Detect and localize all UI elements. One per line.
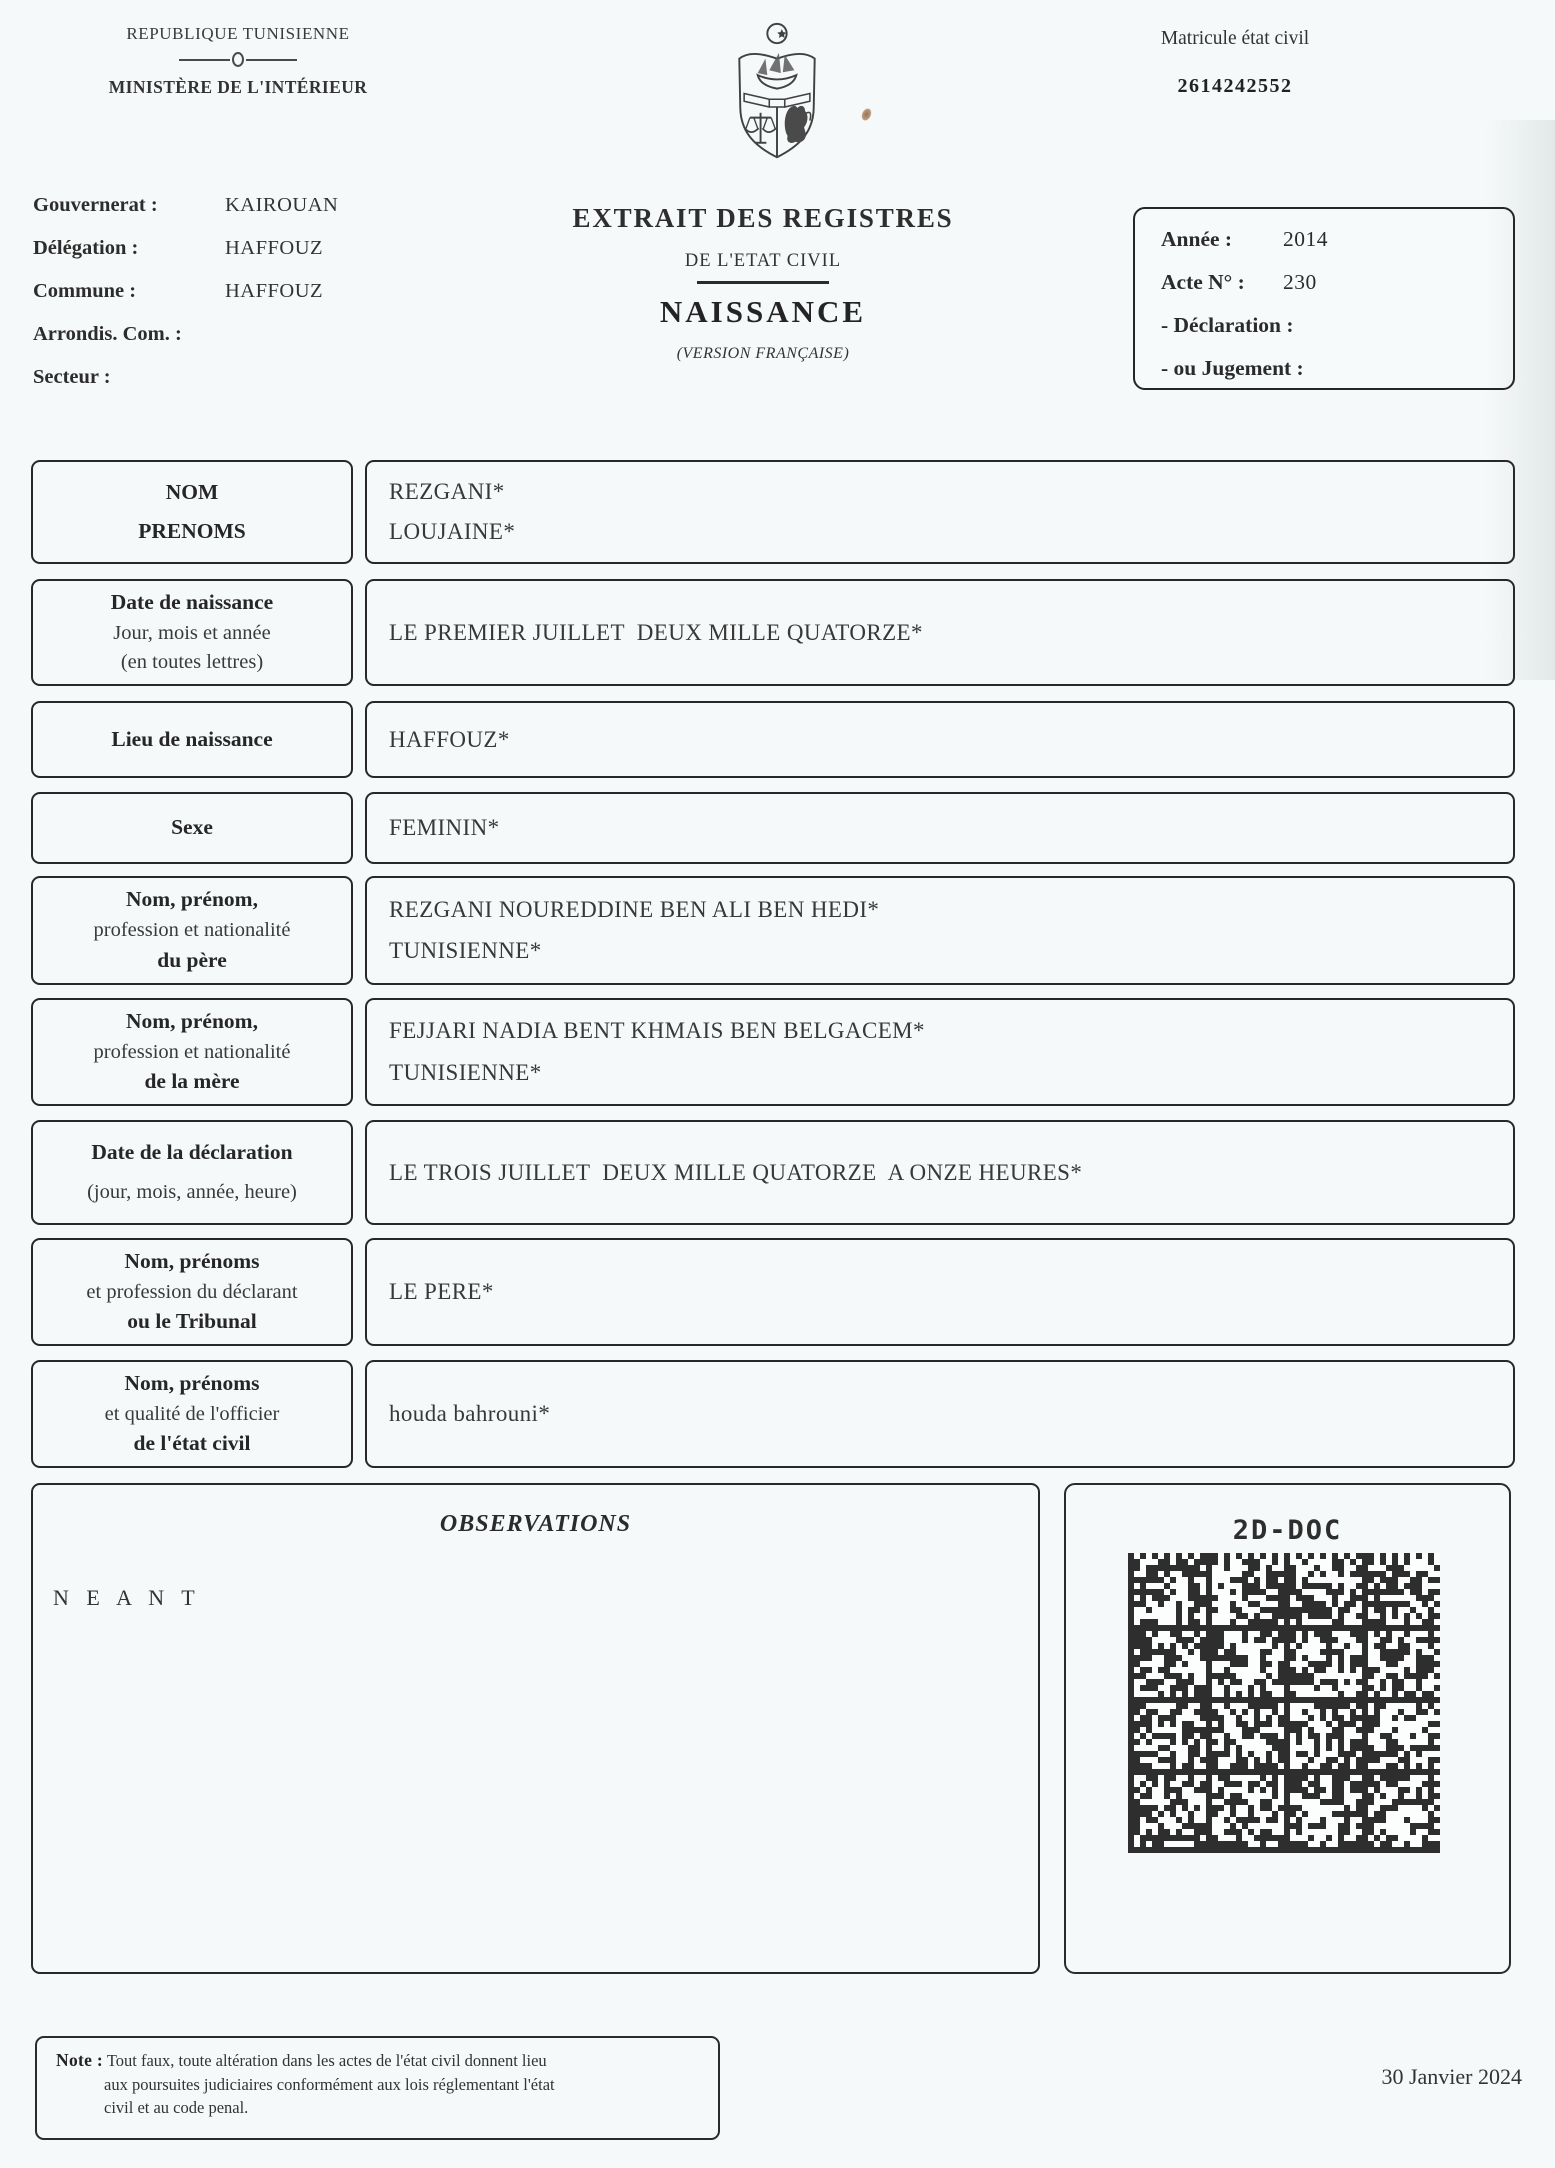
field-label: Délégation : [33, 237, 139, 259]
field-label-line: profession et nationalité [93, 919, 291, 942]
field-row-officier [31, 1360, 1515, 1468]
field-value-line: LE PERE* [389, 1279, 494, 1304]
field-value-box [365, 460, 1515, 564]
government-header [38, 24, 438, 98]
field-row-declarant [31, 1238, 1515, 1346]
barcode-box [1064, 1483, 1511, 1974]
title-extrait: EXTRAIT DES REGISTRES [572, 203, 954, 233]
field-label-line: Lieu de naissance [111, 726, 273, 751]
acte-label: Acte N° : [1161, 270, 1245, 294]
field-label-box [31, 1360, 353, 1468]
field-label-line: du père [157, 948, 227, 973]
field-label-line: Date de la déclaration [91, 1140, 293, 1165]
field-label-line: (en toutes lettres) [120, 651, 264, 674]
field-label-line: et profession du déclarant [86, 1280, 298, 1303]
field-label-line: NOM [165, 479, 219, 504]
ministry-title: MINISTÈRE DE L'INTÉRIEUR [108, 77, 368, 97]
act-jugement-line [1161, 348, 1513, 391]
republic-title: REPUBLIQUE TUNISIENNE [126, 24, 350, 43]
field-value-box [365, 792, 1515, 864]
field-label-line: Jour, mois et année [113, 621, 271, 644]
field-label-line: Sexe [171, 815, 213, 840]
field-label-line: Nom, prénom, [126, 887, 258, 912]
title-underline [697, 281, 829, 284]
field-row-mere [31, 998, 1515, 1106]
act-declaration-line [1161, 305, 1513, 348]
field-label-line: de la mère [144, 1069, 240, 1094]
barcode-label: 2D-DOC [1232, 1515, 1343, 1546]
admin-fields [33, 192, 378, 407]
field-label-line: Date de naissance [110, 590, 274, 615]
field-row-date-declaration [31, 1120, 1515, 1225]
field-value-line: HAFFOUZ* [389, 726, 510, 752]
matricule-label: Matricule état civil [1160, 28, 1310, 49]
field-value-box [365, 1238, 1515, 1346]
title-version: (VERSION FRANÇAISE) [676, 345, 850, 362]
acte-value: 230 [1283, 270, 1317, 294]
field-label-box [31, 460, 353, 564]
field-label-box [31, 1238, 353, 1346]
field-label-box [31, 998, 353, 1106]
title-naissance: NAISSANCE [659, 294, 867, 329]
field-label: Arrondis. Com. : [33, 323, 182, 345]
field-value-line: LOUJAINE* [389, 519, 516, 544]
field-label-line: Nom, prénoms [124, 1249, 260, 1274]
field-value-line: REZGANI* [389, 479, 505, 504]
field-value-line: FEJJARI NADIA BENT KHMAIS BEN BELGACEM* [389, 1018, 925, 1044]
title-etat-civil: DE L'ETAT CIVIL [684, 251, 842, 271]
admin-field-delegation [33, 235, 378, 262]
field-label-box [31, 792, 353, 864]
registry-title-block [463, 203, 1063, 363]
observations-value: N E A N T [53, 1585, 201, 1610]
field-label-line: et qualité de l'officier [104, 1402, 280, 1425]
paper-speck [860, 107, 874, 123]
field-value: HAFFOUZ [225, 237, 324, 259]
field-label-line: Nom, prénoms [124, 1371, 260, 1396]
field-label-box [31, 579, 353, 686]
field-value-line: FEMININ* [389, 815, 500, 840]
admin-field-gouvernerat [33, 192, 378, 219]
admin-field-secteur [33, 364, 378, 391]
annee-value: 2014 [1283, 227, 1328, 251]
field-value-box [365, 579, 1515, 686]
act-number-box [1133, 207, 1515, 390]
field-label-line: PRENOMS [138, 518, 246, 543]
field-label: Gouvernerat : [33, 194, 158, 216]
field-value-line: LE PREMIER JUILLET DEUX MILLE QUATORZE* [389, 619, 923, 645]
field-value-line: REZGANI NOUREDDINE BEN ALI BEN HEDI* [389, 896, 880, 922]
datamatrix-barcode [1128, 1553, 1440, 1853]
admin-field-commune [33, 278, 378, 305]
field-value-line: TUNISIENNE* [389, 1059, 542, 1085]
field-value-line: LE TROIS JUILLET DEUX MILLE QUATORZE A ONZE HEURES* [389, 1159, 1083, 1185]
field-label: Secteur : [33, 366, 111, 388]
field-label-line: profession et nationalité [93, 1040, 291, 1063]
field-value: KAIROUAN [225, 194, 339, 216]
observations-box [31, 1483, 1040, 1974]
issue-date: 30 Janvier 2024 [1381, 2064, 1522, 2089]
field-row-lieu-naissance [31, 701, 1515, 778]
note-line [56, 2049, 702, 2073]
field-label-line: (jour, mois, année, heure) [87, 1181, 297, 1204]
observations-title: OBSERVATIONS [439, 1511, 632, 1537]
field-label: Commune : [33, 280, 137, 302]
field-value-box [365, 998, 1515, 1106]
field-label-box [31, 701, 353, 778]
field-row-date-naissance [31, 579, 1515, 686]
field-value-line: houda bahrouni* [389, 1401, 551, 1426]
matricule-block [1080, 28, 1390, 98]
admin-field-arrondissement [33, 321, 378, 348]
legal-note-box [35, 2036, 720, 2140]
note-line: civil et au code penal. [104, 2098, 249, 2117]
field-label-box [31, 876, 353, 985]
field-value-box [365, 876, 1515, 985]
field-label-box [31, 1120, 353, 1225]
jugement-label: - ou Jugement : [1161, 356, 1304, 380]
field-row-sexe [31, 792, 1515, 864]
field-value-box [365, 701, 1515, 778]
annee-label: Année : [1161, 227, 1233, 251]
header-divider [179, 52, 297, 67]
declaration-label: - Déclaration : [1161, 313, 1294, 337]
field-row-pere [31, 876, 1515, 985]
field-value-box [365, 1120, 1515, 1225]
matricule-value: 2614242552 [1177, 75, 1293, 97]
note-line: aux poursuites judiciaires conformément aux lois réglementant l'état [104, 2074, 555, 2094]
note-label: Note : [56, 2050, 103, 2070]
field-label-line: Nom, prénom, [126, 1009, 258, 1034]
note-text: Tout faux, toute altération dans les actes de l'état civil donnent lieu [106, 2051, 547, 2070]
field-value-box [365, 1360, 1515, 1468]
act-annee-line [1161, 219, 1513, 262]
field-row-nom-prenoms [31, 460, 1515, 564]
act-numero-line [1161, 262, 1513, 305]
field-value-line: TUNISIENNE* [389, 938, 542, 964]
field-label-line: ou le Tribunal [127, 1309, 257, 1334]
field-value: HAFFOUZ [225, 280, 324, 302]
tunisia-coat-of-arms-icon [727, 20, 827, 165]
field-label-line: de l'état civil [133, 1431, 251, 1456]
